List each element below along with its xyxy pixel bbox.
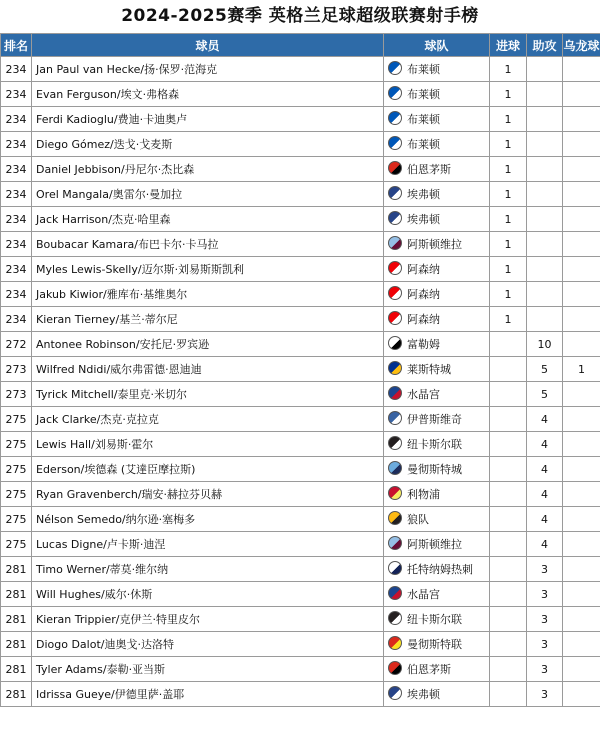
assists-cell: 3: [527, 607, 563, 632]
rank-cell: 275: [1, 457, 32, 482]
assists-cell: 5: [527, 357, 563, 382]
team-name: 阿森纳: [407, 313, 440, 326]
player-cell: Antonee Robinson/安托尼·罗宾逊: [32, 332, 384, 357]
assists-cell: 3: [527, 557, 563, 582]
team-name: 伯恩茅斯: [407, 163, 451, 176]
crest-crystal-palace-icon: [388, 586, 402, 600]
goals-cell: 1: [490, 232, 527, 257]
team-cell: [384, 257, 490, 282]
team-cell: [384, 357, 490, 382]
rank-cell: 281: [1, 632, 32, 657]
team-cell: [384, 657, 490, 682]
player-cell: Nélson Semedo/纳尔逊·塞梅多: [32, 507, 384, 532]
own-goals-cell: [563, 657, 600, 682]
team-cell: [384, 482, 490, 507]
own-goals-cell: [563, 232, 600, 257]
team-name: 莱斯特城: [407, 363, 451, 376]
team-name: 布莱顿: [407, 113, 440, 126]
team-cell: [384, 382, 490, 407]
assists-cell: [527, 157, 563, 182]
rank-cell: 234: [1, 257, 32, 282]
assists-cell: [527, 132, 563, 157]
goals-cell: [490, 357, 527, 382]
own-goals-cell: [563, 282, 600, 307]
goals-cell: 1: [490, 207, 527, 232]
own-goals-cell: [563, 107, 600, 132]
crest-everton-icon: [388, 186, 402, 200]
assists-cell: [527, 57, 563, 82]
team-name: 富勒姆: [407, 338, 440, 351]
assists-cell: [527, 107, 563, 132]
team-cell: [384, 432, 490, 457]
header-team: 球队: [384, 34, 490, 57]
own-goals-cell: 1: [563, 357, 600, 382]
rank-cell: 272: [1, 332, 32, 357]
own-goals-cell: [563, 582, 600, 607]
team-name: 阿森纳: [407, 288, 440, 301]
goals-cell: [490, 457, 527, 482]
assists-cell: 10: [527, 332, 563, 357]
own-goals-cell: [563, 207, 600, 232]
team-name: 伊普斯维奇: [407, 413, 462, 426]
goals-cell: [490, 632, 527, 657]
goals-cell: 1: [490, 157, 527, 182]
crest-arsenal-icon: [388, 286, 402, 300]
assists-cell: 4: [527, 457, 563, 482]
goals-cell: 1: [490, 82, 527, 107]
rank-cell: 275: [1, 507, 32, 532]
header-own-goals: 乌龙球: [563, 34, 600, 57]
player-cell: Will Hughes/威尔·休斯: [32, 582, 384, 607]
own-goals-cell: [563, 182, 600, 207]
table-row: [1, 682, 600, 707]
player-cell: Timo Werner/蒂莫·维尔纳: [32, 557, 384, 582]
table-row: [1, 582, 600, 607]
own-goals-cell: [563, 382, 600, 407]
team-cell: [384, 407, 490, 432]
rank-cell: 234: [1, 82, 32, 107]
own-goals-cell: [563, 257, 600, 282]
crest-tottenham-icon: [388, 561, 402, 575]
table-row: [1, 282, 600, 307]
assists-cell: 4: [527, 507, 563, 532]
team-cell: [384, 607, 490, 632]
team-cell: [384, 82, 490, 107]
assists-cell: 3: [527, 682, 563, 707]
table-row: [1, 607, 600, 632]
team-cell: [384, 532, 490, 557]
team-cell: [384, 207, 490, 232]
assists-cell: [527, 282, 563, 307]
assists-cell: [527, 82, 563, 107]
player-cell: Daniel Jebbison/丹尼尔·杰比森: [32, 157, 384, 182]
header-player: 球员: [32, 34, 384, 57]
crest-newcastle-icon: [388, 611, 402, 625]
assists-cell: [527, 232, 563, 257]
team-name: 纽卡斯尔联: [407, 613, 462, 626]
own-goals-cell: [563, 157, 600, 182]
team-cell: [384, 507, 490, 532]
goals-cell: [490, 582, 527, 607]
crest-arsenal-icon: [388, 311, 402, 325]
goals-cell: [490, 657, 527, 682]
player-cell: Boubacar Kamara/布巴卡尔·卡马拉: [32, 232, 384, 257]
crest-liverpool-icon: [388, 486, 402, 500]
assists-cell: 4: [527, 532, 563, 557]
rank-cell: 281: [1, 607, 32, 632]
team-name: 阿斯顿维拉: [407, 238, 462, 251]
own-goals-cell: [563, 632, 600, 657]
crest-everton-icon: [388, 211, 402, 225]
team-cell: [384, 232, 490, 257]
goals-cell: [490, 332, 527, 357]
table-row: [1, 382, 600, 407]
team-name: 狼队: [407, 513, 429, 526]
goals-cell: [490, 432, 527, 457]
header-assists: 助攻: [527, 34, 563, 57]
table-row: [1, 182, 600, 207]
team-cell: [384, 682, 490, 707]
goals-cell: 1: [490, 107, 527, 132]
player-cell: Wilfred Ndidi/威尔弗雷德·恩迪迪: [32, 357, 384, 382]
table-row: [1, 657, 600, 682]
player-cell: Idrissa Gueye/伊德里萨·盖耶: [32, 682, 384, 707]
crest-arsenal-icon: [388, 261, 402, 275]
own-goals-cell: [563, 457, 600, 482]
team-cell: [384, 107, 490, 132]
own-goals-cell: [563, 682, 600, 707]
player-cell: Diogo Dalot/迪奥戈·达洛特: [32, 632, 384, 657]
rank-cell: 281: [1, 557, 32, 582]
own-goals-cell: [563, 132, 600, 157]
rank-cell: 234: [1, 132, 32, 157]
player-cell: Diego Gómez/迭戈·戈麦斯: [32, 132, 384, 157]
crest-wolves-icon: [388, 511, 402, 525]
table-row: [1, 332, 600, 357]
team-cell: [384, 307, 490, 332]
team-name: 埃弗顿: [407, 188, 440, 201]
team-name: 曼彻斯特城: [407, 463, 462, 476]
team-name: 托特纳姆热刺: [407, 563, 473, 576]
team-cell: [384, 457, 490, 482]
goals-cell: [490, 682, 527, 707]
own-goals-cell: [563, 307, 600, 332]
rank-cell: 234: [1, 157, 32, 182]
table-row: [1, 532, 600, 557]
goals-cell: 1: [490, 132, 527, 157]
crest-crystal-palace-icon: [388, 386, 402, 400]
player-cell: Lucas Digne/卢卡斯·迪涅: [32, 532, 384, 557]
crest-fulham-icon: [388, 336, 402, 350]
goals-cell: 1: [490, 257, 527, 282]
player-cell: Jakub Kiwior/雅库布·基维奥尔: [32, 282, 384, 307]
table-row: [1, 207, 600, 232]
table-row: [1, 232, 600, 257]
own-goals-cell: [563, 57, 600, 82]
player-cell: Jack Clarke/杰克·克拉克: [32, 407, 384, 432]
goals-cell: [490, 607, 527, 632]
assists-cell: 3: [527, 582, 563, 607]
player-cell: Lewis Hall/刘易斯·霍尔: [32, 432, 384, 457]
own-goals-cell: [563, 332, 600, 357]
player-cell: Myles Lewis-Skelly/迈尔斯·刘易斯斯凯利: [32, 257, 384, 282]
table-row: [1, 482, 600, 507]
rank-cell: 234: [1, 107, 32, 132]
team-name: 埃弗顿: [407, 213, 440, 226]
assists-cell: [527, 207, 563, 232]
team-cell: [384, 282, 490, 307]
goals-cell: [490, 557, 527, 582]
table-row: [1, 357, 600, 382]
crest-newcastle-icon: [388, 436, 402, 450]
team-cell: [384, 182, 490, 207]
rank-cell: 234: [1, 307, 32, 332]
rank-cell: 281: [1, 682, 32, 707]
player-cell: Jack Harrison/杰克·哈里森: [32, 207, 384, 232]
assists-cell: [527, 307, 563, 332]
team-name: 布莱顿: [407, 88, 440, 101]
goals-cell: [490, 507, 527, 532]
crest-bournemouth-icon: [388, 661, 402, 675]
rank-cell: 234: [1, 182, 32, 207]
header-row: [1, 34, 600, 57]
own-goals-cell: [563, 507, 600, 532]
crest-man-city-icon: [388, 461, 402, 475]
page-title: 2024-2025赛季 英格兰足球超级联赛射手榜: [121, 6, 479, 26]
team-name: 埃弗顿: [407, 688, 440, 701]
team-cell: [384, 332, 490, 357]
player-cell: Evan Ferguson/埃文·弗格森: [32, 82, 384, 107]
own-goals-cell: [563, 432, 600, 457]
assists-cell: 3: [527, 657, 563, 682]
rank-cell: 281: [1, 582, 32, 607]
team-name: 纽卡斯尔联: [407, 438, 462, 451]
own-goals-cell: [563, 407, 600, 432]
team-cell: [384, 132, 490, 157]
own-goals-cell: [563, 607, 600, 632]
assists-cell: 3: [527, 632, 563, 657]
header-rank: 排名: [1, 34, 32, 57]
player-cell: Kieran Tierney/基兰·蒂尔尼: [32, 307, 384, 332]
crest-brighton-icon: [388, 111, 402, 125]
own-goals-cell: [563, 557, 600, 582]
rank-cell: 273: [1, 382, 32, 407]
table-row: [1, 257, 600, 282]
goals-cell: [490, 382, 527, 407]
team-cell: [384, 582, 490, 607]
player-cell: Kieran Trippier/克伊兰·特里皮尔: [32, 607, 384, 632]
table-row: [1, 632, 600, 657]
rank-cell: 275: [1, 432, 32, 457]
table-row: [1, 407, 600, 432]
player-cell: Ederson/埃德森 (艾達臣摩拉斯): [32, 457, 384, 482]
table-row: [1, 507, 600, 532]
crest-aston-villa-icon: [388, 536, 402, 550]
team-cell: [384, 157, 490, 182]
assists-cell: 4: [527, 482, 563, 507]
player-cell: Tyler Adams/泰勒·亚当斯: [32, 657, 384, 682]
team-name: 利物浦: [407, 488, 440, 501]
team-name: 阿森纳: [407, 263, 440, 276]
player-cell: Jan Paul van Hecke/扬·保罗·范海克: [32, 57, 384, 82]
rank-cell: 273: [1, 357, 32, 382]
own-goals-cell: [563, 532, 600, 557]
goals-cell: 1: [490, 282, 527, 307]
table-row: [1, 107, 600, 132]
rank-cell: 234: [1, 232, 32, 257]
team-name: 水晶宫: [407, 588, 440, 601]
rank-cell: 281: [1, 657, 32, 682]
team-name: 布莱顿: [407, 138, 440, 151]
crest-bournemouth-icon: [388, 161, 402, 175]
rank-cell: 275: [1, 482, 32, 507]
rank-cell: 234: [1, 282, 32, 307]
header-goals: 进球: [490, 34, 527, 57]
player-cell: Ryan Gravenberch/瑞安·赫拉芬贝赫: [32, 482, 384, 507]
table-row: [1, 82, 600, 107]
player-cell: Tyrick Mitchell/泰里克·米切尔: [32, 382, 384, 407]
own-goals-cell: [563, 82, 600, 107]
team-cell: [384, 57, 490, 82]
rank-cell: 234: [1, 57, 32, 82]
table-row: [1, 157, 600, 182]
table-row: [1, 557, 600, 582]
player-cell: Orel Mangala/奥雷尔·曼加拉: [32, 182, 384, 207]
goals-cell: [490, 532, 527, 557]
goals-cell: [490, 407, 527, 432]
assists-cell: 5: [527, 382, 563, 407]
team-cell: [384, 557, 490, 582]
crest-ipswich-icon: [388, 411, 402, 425]
player-cell: Ferdi Kadioglu/费迪·卡迪奥卢: [32, 107, 384, 132]
crest-everton-icon: [388, 686, 402, 700]
table-row: [1, 132, 600, 157]
assists-cell: [527, 257, 563, 282]
rank-cell: 234: [1, 207, 32, 232]
table-row: [1, 457, 600, 482]
table-row: [1, 432, 600, 457]
crest-leicester-icon: [388, 361, 402, 375]
crest-brighton-icon: [388, 61, 402, 75]
own-goals-cell: [563, 482, 600, 507]
crest-brighton-icon: [388, 136, 402, 150]
assists-cell: 4: [527, 407, 563, 432]
team-cell: [384, 632, 490, 657]
goals-cell: 1: [490, 307, 527, 332]
rank-cell: 275: [1, 532, 32, 557]
scorers-table: [0, 33, 600, 707]
team-name: 水晶宫: [407, 388, 440, 401]
table-row: [1, 307, 600, 332]
team-name: 曼彻斯特联: [407, 638, 462, 651]
goals-cell: 1: [490, 57, 527, 82]
team-name: 布莱顿: [407, 63, 440, 76]
rank-cell: 275: [1, 407, 32, 432]
assists-cell: [527, 182, 563, 207]
goals-cell: [490, 482, 527, 507]
team-name: 阿斯顿维拉: [407, 538, 462, 551]
table-row: [1, 57, 600, 82]
table-body: [1, 57, 600, 707]
goals-cell: 1: [490, 182, 527, 207]
crest-man-united-icon: [388, 636, 402, 650]
assists-cell: 4: [527, 432, 563, 457]
crest-aston-villa-icon: [388, 236, 402, 250]
team-name: 伯恩茅斯: [407, 663, 451, 676]
crest-brighton-icon: [388, 86, 402, 100]
